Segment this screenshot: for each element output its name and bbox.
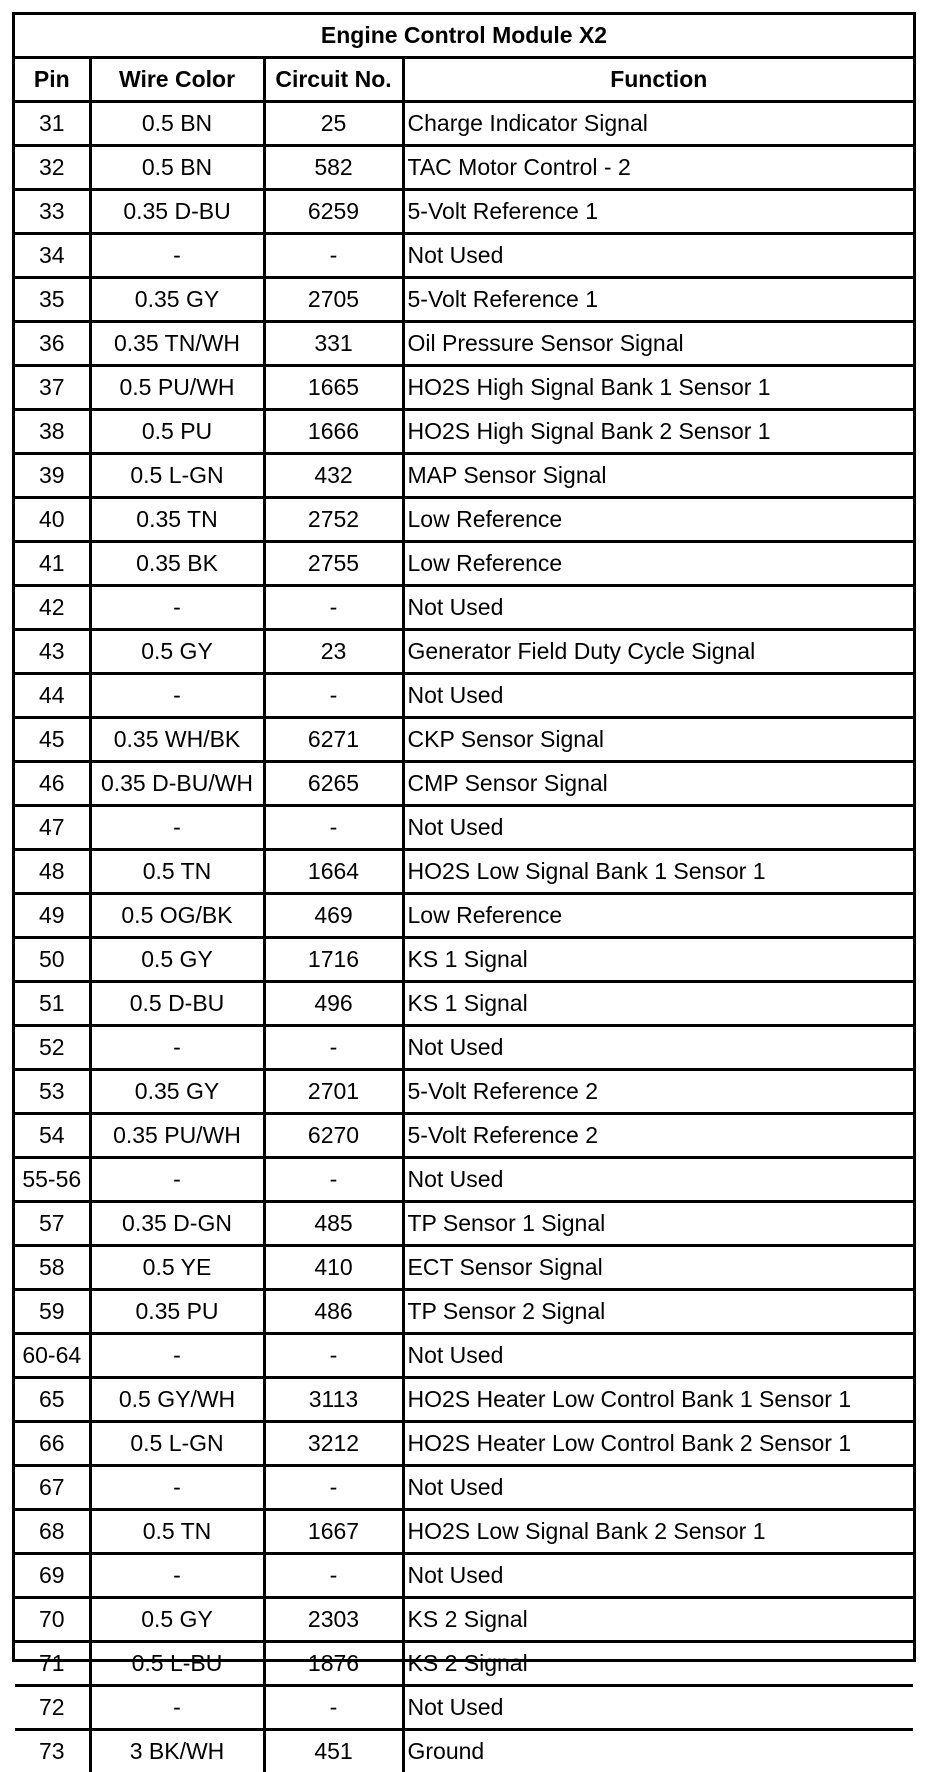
function-cell: Not Used <box>403 1026 913 1070</box>
wire-color-cell: 0.35 TN <box>90 498 264 542</box>
table-row <box>15 190 913 234</box>
pin-cell: 52 <box>15 1026 90 1070</box>
connector-pinout-table <box>15 15 913 1772</box>
table-row <box>15 366 913 410</box>
pin-cell: 47 <box>15 806 90 850</box>
pin-cell: 44 <box>15 674 90 718</box>
pin-cell: 71 <box>15 1642 90 1686</box>
pin-cell: 34 <box>15 234 90 278</box>
wire-color-cell: 0.5 TN <box>90 1510 264 1554</box>
table-row <box>15 982 913 1026</box>
function-cell: Not Used <box>403 586 913 630</box>
table-row <box>15 1642 913 1686</box>
function-cell: Not Used <box>403 1686 913 1730</box>
wire-color-cell: 0.35 BK <box>90 542 264 586</box>
pin-cell: 41 <box>15 542 90 586</box>
circuit-no-cell: 469 <box>264 894 403 938</box>
table-row <box>15 410 913 454</box>
wire-color-cell: 0.5 L-GN <box>90 1422 264 1466</box>
wire-color-cell: 0.5 BN <box>90 146 264 190</box>
circuit-no-cell: 582 <box>264 146 403 190</box>
function-cell: TP Sensor 1 Signal <box>403 1202 913 1246</box>
wire-color-cell: 0.5 OG/BK <box>90 894 264 938</box>
function-cell: 5-Volt Reference 1 <box>403 278 913 322</box>
circuit-no-cell: 1667 <box>264 1510 403 1554</box>
function-cell: Ground <box>403 1730 913 1772</box>
circuit-no-cell: 432 <box>264 454 403 498</box>
circuit-no-cell: 6270 <box>264 1114 403 1158</box>
circuit-no-cell: 25 <box>264 102 403 146</box>
pin-cell: 53 <box>15 1070 90 1114</box>
table-row <box>15 1466 913 1510</box>
circuit-no-cell: 1876 <box>264 1642 403 1686</box>
pin-cell: 69 <box>15 1554 90 1598</box>
table-title-row <box>15 15 913 58</box>
wire-color-cell: 0.5 TN <box>90 850 264 894</box>
wire-color-cell: - <box>90 586 264 630</box>
table-row <box>15 894 913 938</box>
pin-cell: 57 <box>15 1202 90 1246</box>
pin-cell: 45 <box>15 718 90 762</box>
pin-cell: 40 <box>15 498 90 542</box>
function-cell: Low Reference <box>403 498 913 542</box>
pin-cell: 67 <box>15 1466 90 1510</box>
table-row <box>15 1730 913 1772</box>
wire-color-cell: 0.5 GY <box>90 630 264 674</box>
wire-color-cell: 0.35 D-BU <box>90 190 264 234</box>
table-row <box>15 718 913 762</box>
circuit-no-cell: 331 <box>264 322 403 366</box>
table-row <box>15 1202 913 1246</box>
function-cell: HO2S Heater Low Control Bank 2 Sensor 1 <box>403 1422 913 1466</box>
wire-color-cell: 0.5 GY <box>90 1598 264 1642</box>
table-header-row <box>15 58 913 102</box>
pin-cell: 58 <box>15 1246 90 1290</box>
table-title: Engine Control Module X2 <box>15 15 913 58</box>
function-cell: HO2S Low Signal Bank 2 Sensor 1 <box>403 1510 913 1554</box>
table-row <box>15 762 913 806</box>
function-cell: Low Reference <box>403 894 913 938</box>
pin-cell: 35 <box>15 278 90 322</box>
wire-color-cell: 0.5 PU/WH <box>90 366 264 410</box>
function-cell: 5-Volt Reference 2 <box>403 1070 913 1114</box>
pin-cell: 73 <box>15 1730 90 1772</box>
function-cell: Charge Indicator Signal <box>403 102 913 146</box>
circuit-no-cell: - <box>264 1026 403 1070</box>
table-row <box>15 454 913 498</box>
pin-cell: 65 <box>15 1378 90 1422</box>
circuit-no-cell: 6259 <box>264 190 403 234</box>
wire-color-cell: 0.5 YE <box>90 1246 264 1290</box>
circuit-no-cell: 2755 <box>264 542 403 586</box>
table-row <box>15 102 913 146</box>
circuit-no-cell: - <box>264 234 403 278</box>
function-cell: HO2S Low Signal Bank 1 Sensor 1 <box>403 850 913 894</box>
wire-color-cell: 0.35 D-GN <box>90 1202 264 1246</box>
circuit-no-cell: 451 <box>264 1730 403 1772</box>
function-cell: 5-Volt Reference 1 <box>403 190 913 234</box>
circuit-no-cell: - <box>264 806 403 850</box>
pin-cell: 36 <box>15 322 90 366</box>
pin-cell: 46 <box>15 762 90 806</box>
pin-cell: 66 <box>15 1422 90 1466</box>
wire-color-cell: 0.5 L-BU <box>90 1642 264 1686</box>
function-cell: Not Used <box>403 1554 913 1598</box>
table-row <box>15 146 913 190</box>
circuit-no-cell: - <box>264 1554 403 1598</box>
wire-color-cell: 0.35 WH/BK <box>90 718 264 762</box>
table-row <box>15 1554 913 1598</box>
table-row <box>15 1422 913 1466</box>
wire-color-cell: - <box>90 1554 264 1598</box>
wire-color-cell: 0.35 D-BU/WH <box>90 762 264 806</box>
wire-color-cell: 0.5 GY/WH <box>90 1378 264 1422</box>
function-cell: HO2S High Signal Bank 1 Sensor 1 <box>403 366 913 410</box>
pin-cell: 38 <box>15 410 90 454</box>
function-cell: 5-Volt Reference 2 <box>403 1114 913 1158</box>
wire-color-cell: - <box>90 234 264 278</box>
wire-color-cell: 0.35 TN/WH <box>90 322 264 366</box>
pin-cell: 49 <box>15 894 90 938</box>
wire-color-cell: 0.5 BN <box>90 102 264 146</box>
pin-cell: 32 <box>15 146 90 190</box>
circuit-no-cell: 486 <box>264 1290 403 1334</box>
pin-cell: 68 <box>15 1510 90 1554</box>
column-header-circuit-no: Circuit No. <box>264 58 403 102</box>
circuit-no-cell: 6271 <box>264 718 403 762</box>
table-row <box>15 938 913 982</box>
circuit-no-cell: 2752 <box>264 498 403 542</box>
table-row <box>15 1290 913 1334</box>
circuit-no-cell: - <box>264 674 403 718</box>
circuit-no-cell: 1664 <box>264 850 403 894</box>
pin-cell: 54 <box>15 1114 90 1158</box>
table-row <box>15 1246 913 1290</box>
function-cell: TAC Motor Control - 2 <box>403 146 913 190</box>
function-cell: KS 2 Signal <box>403 1598 913 1642</box>
wire-color-cell: - <box>90 806 264 850</box>
pin-cell: 39 <box>15 454 90 498</box>
pin-cell: 55-56 <box>15 1158 90 1202</box>
pin-cell: 33 <box>15 190 90 234</box>
pin-cell: 37 <box>15 366 90 410</box>
wire-color-cell: 0.35 GY <box>90 278 264 322</box>
pin-cell: 70 <box>15 1598 90 1642</box>
wire-color-cell: 0.5 L-GN <box>90 454 264 498</box>
table-row <box>15 1598 913 1642</box>
wire-color-cell: 3 BK/WH <box>90 1730 264 1772</box>
wire-color-cell: - <box>90 1158 264 1202</box>
circuit-no-cell: 1666 <box>264 410 403 454</box>
circuit-no-cell: - <box>264 1158 403 1202</box>
circuit-no-cell: - <box>264 1686 403 1730</box>
circuit-no-cell: 23 <box>264 630 403 674</box>
wire-color-cell: - <box>90 1686 264 1730</box>
circuit-no-cell: 3113 <box>264 1378 403 1422</box>
wire-color-cell: 0.35 PU <box>90 1290 264 1334</box>
circuit-no-cell: 2705 <box>264 278 403 322</box>
pin-cell: 60-64 <box>15 1334 90 1378</box>
circuit-no-cell: 2303 <box>264 1598 403 1642</box>
table-row <box>15 1686 913 1730</box>
function-cell: CKP Sensor Signal <box>403 718 913 762</box>
circuit-no-cell: 485 <box>264 1202 403 1246</box>
wire-color-cell: 0.35 PU/WH <box>90 1114 264 1158</box>
pin-cell: 42 <box>15 586 90 630</box>
table-row <box>15 1158 913 1202</box>
pin-cell: 43 <box>15 630 90 674</box>
function-cell: KS 1 Signal <box>403 938 913 982</box>
connector-table-frame <box>12 12 916 1662</box>
column-header-function: Function <box>403 58 913 102</box>
circuit-no-cell: - <box>264 586 403 630</box>
pin-cell: 31 <box>15 102 90 146</box>
function-cell: Not Used <box>403 1466 913 1510</box>
circuit-no-cell: 3212 <box>264 1422 403 1466</box>
table-row <box>15 498 913 542</box>
pin-cell: 50 <box>15 938 90 982</box>
function-cell: CMP Sensor Signal <box>403 762 913 806</box>
table-body <box>15 102 913 1772</box>
function-cell: ECT Sensor Signal <box>403 1246 913 1290</box>
wire-color-cell: - <box>90 674 264 718</box>
table-row <box>15 542 913 586</box>
pin-cell: 59 <box>15 1290 90 1334</box>
table-row <box>15 586 913 630</box>
table-row <box>15 674 913 718</box>
table-row <box>15 630 913 674</box>
circuit-no-cell: 410 <box>264 1246 403 1290</box>
circuit-no-cell: - <box>264 1466 403 1510</box>
function-cell: HO2S High Signal Bank 2 Sensor 1 <box>403 410 913 454</box>
table-row <box>15 806 913 850</box>
function-cell: Not Used <box>403 806 913 850</box>
circuit-no-cell: 496 <box>264 982 403 1026</box>
function-cell: TP Sensor 2 Signal <box>403 1290 913 1334</box>
wire-color-cell: - <box>90 1026 264 1070</box>
table-row <box>15 1510 913 1554</box>
function-cell: Generator Field Duty Cycle Signal <box>403 630 913 674</box>
circuit-no-cell: 6265 <box>264 762 403 806</box>
function-cell: Low Reference <box>403 542 913 586</box>
function-cell: KS 2 Signal <box>403 1642 913 1686</box>
pin-cell: 48 <box>15 850 90 894</box>
circuit-no-cell: - <box>264 1334 403 1378</box>
pin-cell: 72 <box>15 1686 90 1730</box>
function-cell: Not Used <box>403 674 913 718</box>
function-cell: Not Used <box>403 234 913 278</box>
function-cell: Not Used <box>403 1158 913 1202</box>
wire-color-cell: - <box>90 1334 264 1378</box>
function-cell: Oil Pressure Sensor Signal <box>403 322 913 366</box>
column-header-pin: Pin <box>15 58 90 102</box>
table-row <box>15 1378 913 1422</box>
pin-cell: 51 <box>15 982 90 1026</box>
table-row <box>15 234 913 278</box>
wire-color-cell: 0.5 GY <box>90 938 264 982</box>
table-row <box>15 278 913 322</box>
table-row <box>15 1026 913 1070</box>
function-cell: KS 1 Signal <box>403 982 913 1026</box>
table-row <box>15 850 913 894</box>
table-row <box>15 322 913 366</box>
function-cell: HO2S Heater Low Control Bank 1 Sensor 1 <box>403 1378 913 1422</box>
wire-color-cell: 0.35 GY <box>90 1070 264 1114</box>
table-row <box>15 1070 913 1114</box>
wire-color-cell: - <box>90 1466 264 1510</box>
function-cell: MAP Sensor Signal <box>403 454 913 498</box>
wire-color-cell: 0.5 PU <box>90 410 264 454</box>
column-header-wire-color: Wire Color <box>90 58 264 102</box>
wire-color-cell: 0.5 D-BU <box>90 982 264 1026</box>
table-row <box>15 1114 913 1158</box>
circuit-no-cell: 2701 <box>264 1070 403 1114</box>
circuit-no-cell: 1716 <box>264 938 403 982</box>
table-row <box>15 1334 913 1378</box>
function-cell: Not Used <box>403 1334 913 1378</box>
circuit-no-cell: 1665 <box>264 366 403 410</box>
